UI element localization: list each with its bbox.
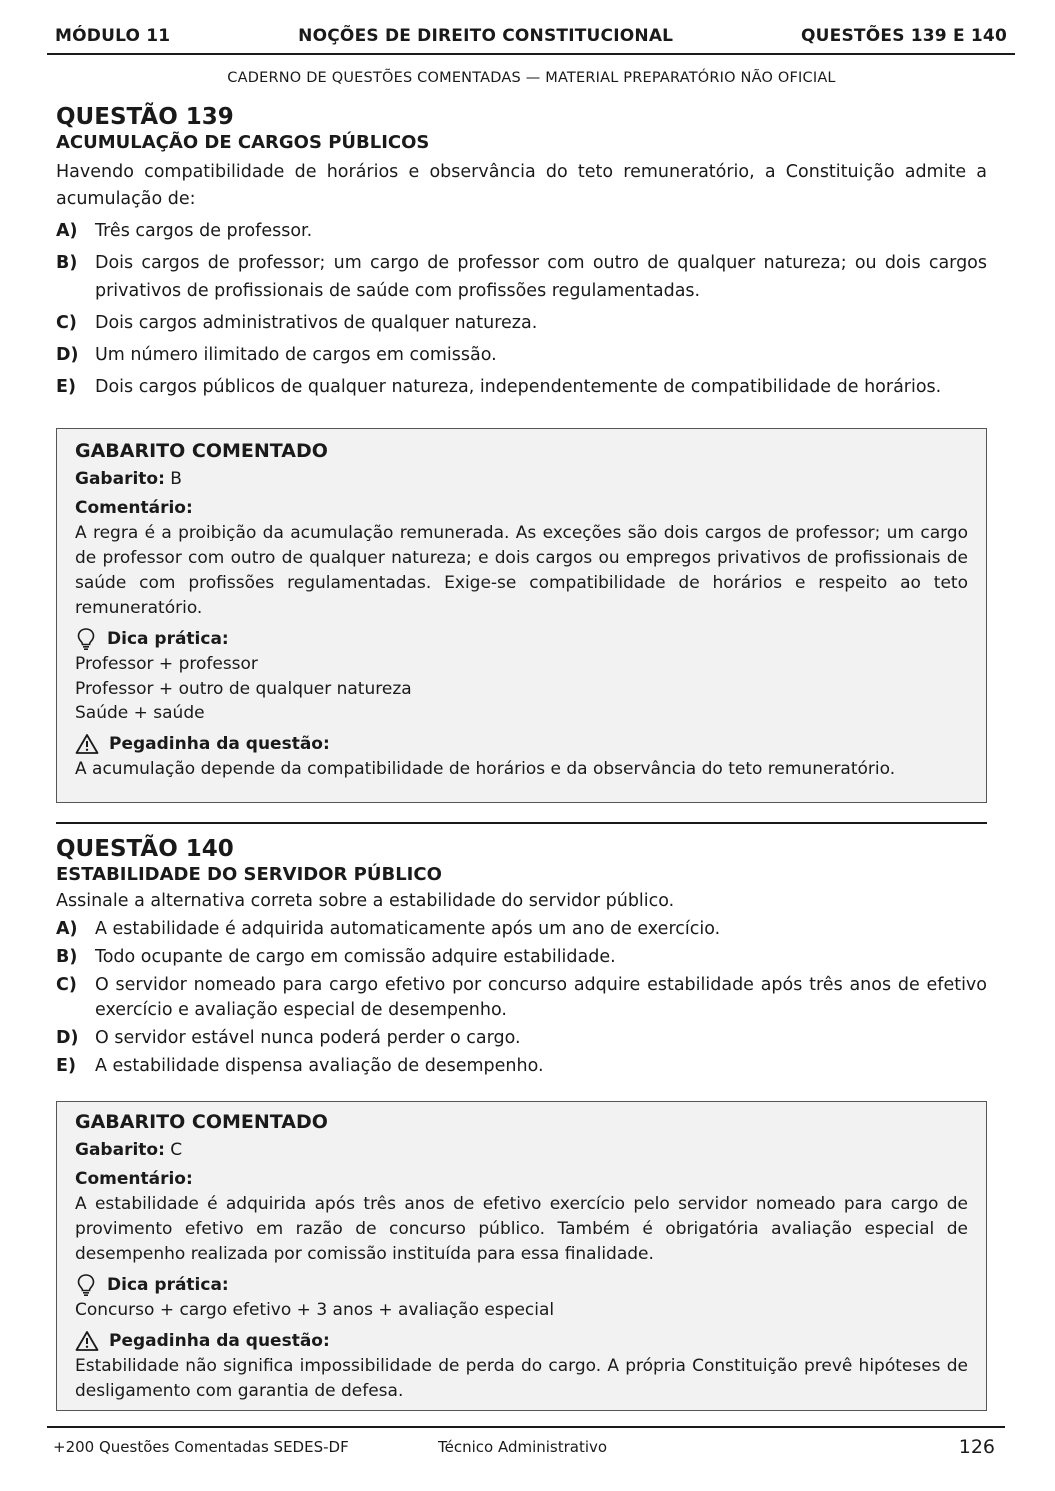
lightbulb-icon xyxy=(75,1273,97,1297)
question-140 xyxy=(56,835,987,1082)
question-139 xyxy=(56,103,987,405)
question-stem: Havendo compatibilidade de horários e observância do teto remuneratório, a Constituição admite a acumulação de: xyxy=(56,162,987,209)
options-list xyxy=(56,917,987,1079)
answer-box-139 xyxy=(56,428,987,803)
trap-heading xyxy=(75,1328,968,1354)
question-topic: ESTABILIDADE DO SERVIDOR PÚBLICO xyxy=(56,864,442,885)
comment-text: A estabilidade é adquirida após três anos de efetivo exercício pelo servidor nomeado para cargo de provimento efetivo em razão de concurso público. Também é obrigatória avaliação especial de desempenho realizada por comissão instituída para essa finalidade. xyxy=(75,1194,968,1264)
trap-text: A acumulação depende da compatibilidade de horários e da observância do teto remuneratório. xyxy=(75,758,896,779)
trap-label: Pegadinha da questão: xyxy=(109,733,330,754)
option-c: C) O servidor nomeado para cargo efetivo por concurso adquire estabilidade após três anos de efetivo exercício e avaliação especial de desempenho. xyxy=(56,975,987,1020)
tip-line: Saúde + saúde xyxy=(75,703,205,723)
question-stem: Assinale a alternativa correta sobre a estabilidade do servidor público. xyxy=(56,891,675,911)
comment-label: Comentário: xyxy=(75,498,193,518)
page-header xyxy=(47,18,1015,55)
tip-heading xyxy=(75,1272,968,1298)
question-topic: ACUMULAÇÃO DE CARGOS PÚBLICOS xyxy=(56,132,430,153)
tip-line: Professor + outro de qualquer natureza xyxy=(75,678,412,699)
answer-key-value: B xyxy=(170,469,182,489)
answer-heading: GABARITO COMENTADO xyxy=(75,1111,328,1133)
lightbulb-icon xyxy=(75,627,97,651)
tip-line: Concurso + cargo efetivo + 3 anos + avaliação especial xyxy=(75,1300,555,1320)
option-c: C) Dois cargos administrativos de qualquer natureza. xyxy=(56,313,538,333)
tip-heading xyxy=(75,626,968,652)
page-number: 126 xyxy=(958,1436,995,1458)
option-a: A) A estabilidade é adquirida automaticamente após um ano de exercício. xyxy=(56,919,721,939)
option-a: A) Três cargos de professor. xyxy=(56,221,313,241)
warning-triangle-icon xyxy=(75,1330,99,1352)
trap-heading xyxy=(75,731,968,757)
trap-text: Estabilidade não significa impossibilidade de perda do cargo. A própria Constituição prevê hipóteses de desligamento com garantia de defesa. xyxy=(75,1355,968,1401)
warning-triangle-icon xyxy=(75,733,99,755)
question-title: QUESTÃO 139 xyxy=(56,104,234,130)
trap-label: Pegadinha da questão: xyxy=(109,1330,330,1351)
options-list xyxy=(56,217,987,401)
tip-label: Dica prática: xyxy=(107,1275,229,1295)
page-subtitle: CADERNO DE QUESTÕES COMENTADAS — MATERIAL PREPARATÓRIO NÃO OFICIAL xyxy=(227,70,836,86)
option-b: B) Todo ocupante de cargo em comissão adquire estabilidade. xyxy=(56,947,616,967)
tip-line: Professor + professor xyxy=(75,654,258,674)
option-b: B) Dois cargos de professor; um cargo de professor com outro de qualquer natureza; ou dois cargos privativos de profissionais de saúde com profissões regulamentadas. xyxy=(56,253,987,301)
answer-heading: GABARITO COMENTADO xyxy=(75,440,328,462)
footer-book-title: +200 Questões Comentadas SEDES-DF xyxy=(53,1438,349,1456)
option-e: E) Dois cargos públicos de qualquer natureza, independentemente de compatibilidade de horários. xyxy=(56,377,942,397)
module-label: MÓDULO 11 xyxy=(55,25,171,46)
comment-label: Comentário: xyxy=(75,1169,193,1189)
comment-text: A regra é a proibição da acumulação remunerada. As exceções são dois cargos de professor; um cargo de professor com outro de qualquer natureza; e dois cargos ou empregos privativos de profissionais de saúde com profissões regulamentadas. Exige-se compatibilidade de horários e respeito ao teto remuneratório. xyxy=(75,523,968,618)
answer-key: Gabarito: C xyxy=(75,1140,183,1160)
option-d: D) O servidor estável nunca poderá perder o cargo. xyxy=(56,1028,521,1048)
option-d: D) Um número ilimitado de cargos em comissão. xyxy=(56,345,497,365)
subject-title: NOÇÕES DE DIREITO CONSTITUCIONAL xyxy=(298,25,674,46)
section-divider xyxy=(56,822,987,824)
answer-box-140 xyxy=(56,1101,987,1411)
page-footer xyxy=(47,1426,1005,1468)
question-title: QUESTÃO 140 xyxy=(56,836,234,862)
tip-label: Dica prática: xyxy=(107,629,229,649)
footer-role: Técnico Administrativo xyxy=(438,1438,608,1456)
answer-key-value: C xyxy=(170,1140,183,1160)
answer-key: Gabarito: B xyxy=(75,469,182,489)
option-e: E) A estabilidade dispensa avaliação de desempenho. xyxy=(56,1056,544,1076)
questions-range: QUESTÕES 139 E 140 xyxy=(801,25,1007,46)
